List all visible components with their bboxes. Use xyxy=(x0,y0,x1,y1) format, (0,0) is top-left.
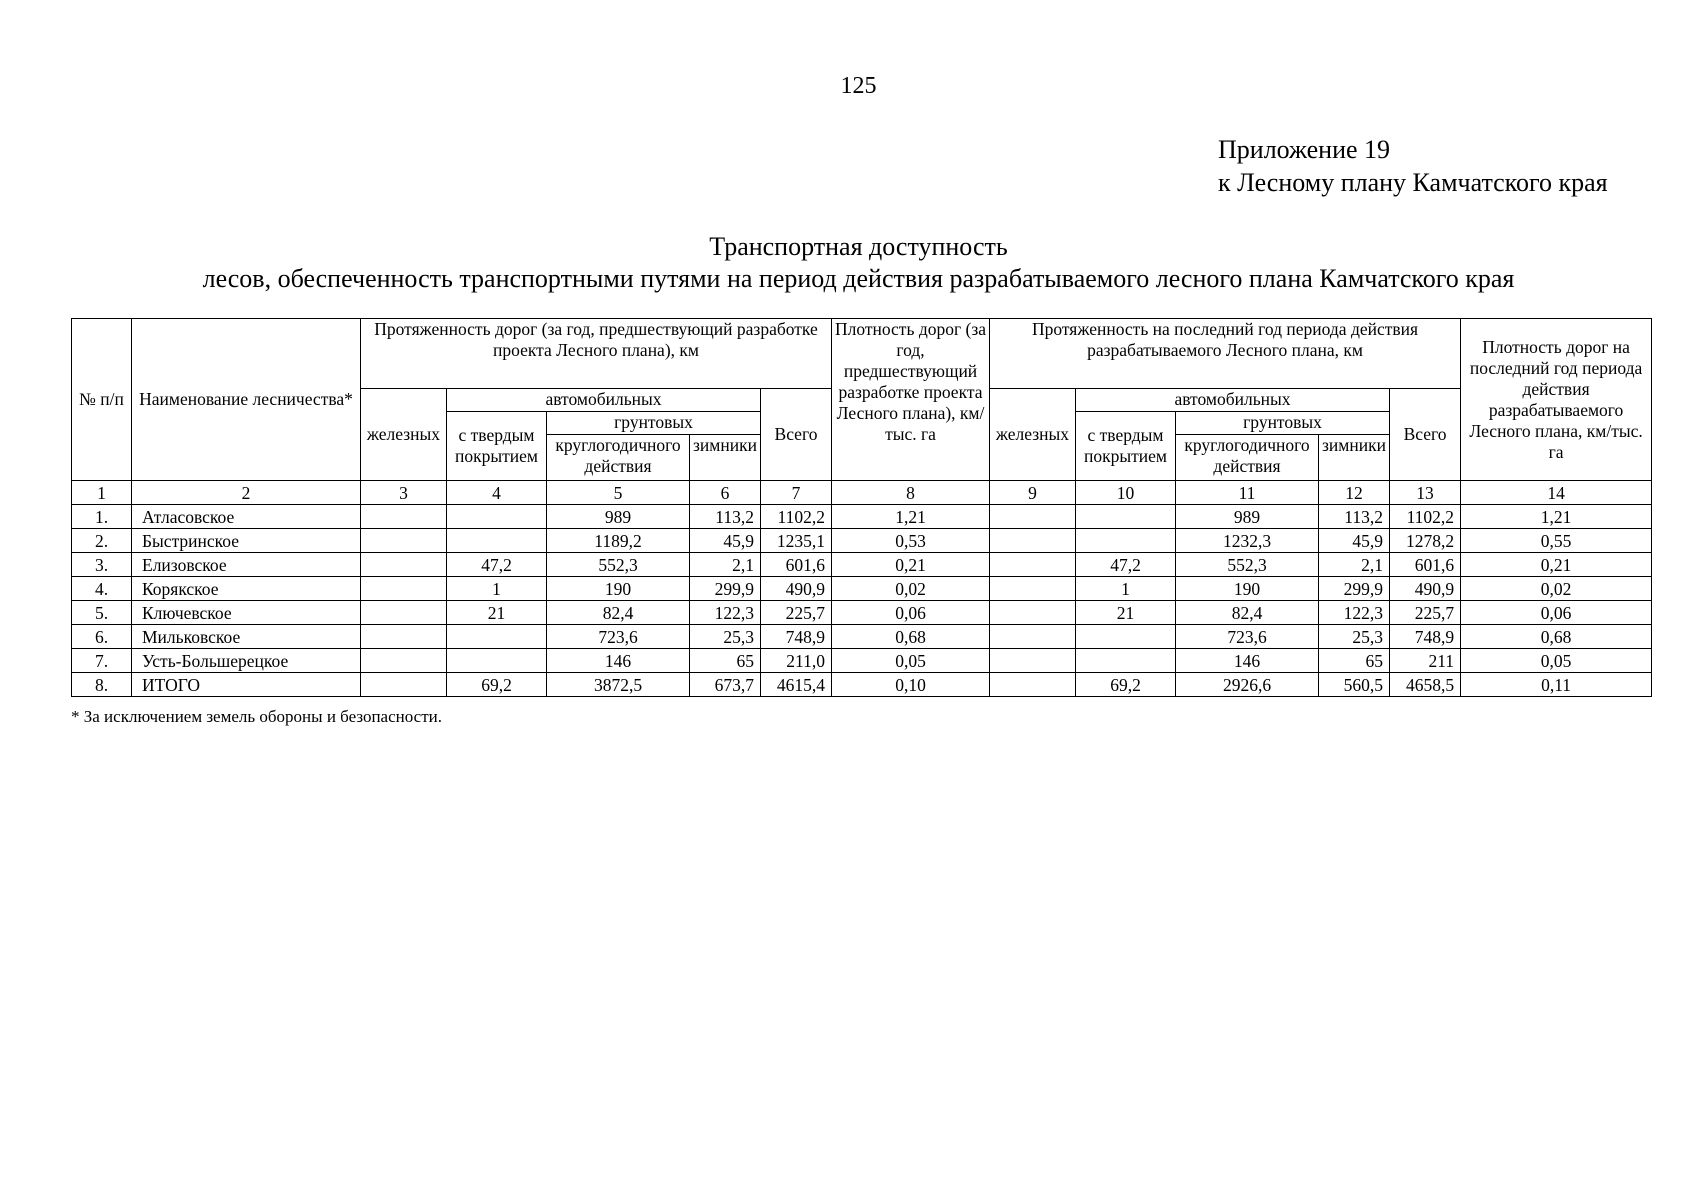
cell-allyear: 989 xyxy=(547,505,690,529)
header-density-before: Плотность дорог (за год, предшествующий разработке проекта Лесного плана), км/тыс. га xyxy=(832,319,990,481)
cell-total: 490,9 xyxy=(761,577,832,601)
cell-allyear: 552,3 xyxy=(547,553,690,577)
header-num: № п/п xyxy=(72,319,132,481)
cell-density-before: 0,06 xyxy=(832,601,990,625)
header-length-after: Протяженность на последний год периода действия разрабатываемого Лесного плана, км xyxy=(990,319,1461,389)
cell-winter-after: 45,9 xyxy=(1319,529,1390,553)
header-allyear-2: круглогодичного действия xyxy=(1176,435,1319,481)
cell-allyear: 723,6 xyxy=(547,625,690,649)
cell-row-number: 6. xyxy=(72,625,132,649)
cell-railway-after xyxy=(990,505,1076,529)
cell-total: 4615,4 xyxy=(761,673,832,697)
cell-density-before: 0,53 xyxy=(832,529,990,553)
cell-row-number: 7. xyxy=(72,649,132,673)
cell-forestry-name: Атласовское xyxy=(132,505,361,529)
cell-allyear-after: 2926,6 xyxy=(1176,673,1319,697)
appendix-line-1: Приложение 19 xyxy=(1218,135,1391,164)
cell-forestry-name: Мильковское xyxy=(132,625,361,649)
cell-railway xyxy=(361,625,447,649)
column-number: 4 xyxy=(447,481,547,505)
cell-allyear-after: 989 xyxy=(1176,505,1319,529)
header-name: Наименование лесничества* xyxy=(132,319,361,481)
cell-total-after: 225,7 xyxy=(1390,601,1461,625)
header-auto: автомобильных xyxy=(447,389,761,412)
header-density-after: Плотность дорог на последний год периода действия разрабатываемого Лесного плана, км/тыс. га xyxy=(1461,319,1652,481)
cell-row-number: 1. xyxy=(72,505,132,529)
cell-paved-after: 21 xyxy=(1076,601,1176,625)
footnote: * За исключением земель обороны и безопасности. xyxy=(71,707,442,726)
title-line-2: лесов, обеспеченность транспортными путями на период действия разрабатываемого лесного плана Камчатского края xyxy=(202,264,1515,293)
page-number: 125 xyxy=(840,73,877,99)
cell-total-after: 748,9 xyxy=(1390,625,1461,649)
table-row xyxy=(72,505,1652,529)
cell-railway xyxy=(361,649,447,673)
cell-paved: 1 xyxy=(447,577,547,601)
cell-winter: 65 xyxy=(690,649,761,673)
table-row xyxy=(72,649,1652,673)
column-number: 14 xyxy=(1461,481,1652,505)
cell-allyear-after: 190 xyxy=(1176,577,1319,601)
column-number: 12 xyxy=(1319,481,1390,505)
table-row xyxy=(72,673,1652,697)
cell-density-after: 0,68 xyxy=(1461,625,1652,649)
column-number: 7 xyxy=(761,481,832,505)
cell-forestry-name: Корякское xyxy=(132,577,361,601)
table-row xyxy=(72,529,1652,553)
cell-density-after: 0,21 xyxy=(1461,553,1652,577)
cell-railway xyxy=(361,529,447,553)
appendix-caption xyxy=(1218,133,1608,199)
cell-winter: 122,3 xyxy=(690,601,761,625)
cell-paved xyxy=(447,649,547,673)
cell-total: 225,7 xyxy=(761,601,832,625)
cell-allyear-after: 82,4 xyxy=(1176,601,1319,625)
cell-railway-after xyxy=(990,601,1076,625)
cell-railway-after xyxy=(990,577,1076,601)
cell-density-before: 1,21 xyxy=(832,505,990,529)
cell-density-before: 0,02 xyxy=(832,577,990,601)
cell-row-number: 5. xyxy=(72,601,132,625)
cell-paved-after: 47,2 xyxy=(1076,553,1176,577)
cell-total: 211,0 xyxy=(761,649,832,673)
cell-forestry-name: Быстринское xyxy=(132,529,361,553)
column-number: 2 xyxy=(132,481,361,505)
column-number: 13 xyxy=(1390,481,1461,505)
cell-winter: 673,7 xyxy=(690,673,761,697)
header-winter-2: зимники xyxy=(1319,435,1390,481)
column-number: 8 xyxy=(832,481,990,505)
cell-forestry-name: Ключевское xyxy=(132,601,361,625)
cell-density-after: 0,55 xyxy=(1461,529,1652,553)
cell-railway-after xyxy=(990,553,1076,577)
header-railway: железных xyxy=(361,389,447,481)
cell-total-after: 490,9 xyxy=(1390,577,1461,601)
header-paved: с твердым покрытием xyxy=(447,412,547,481)
cell-paved-after: 1 xyxy=(1076,577,1176,601)
cell-row-number: 3. xyxy=(72,553,132,577)
cell-winter: 2,1 xyxy=(690,553,761,577)
cell-railway-after xyxy=(990,673,1076,697)
column-number-row xyxy=(72,481,1652,505)
cell-total-after: 601,6 xyxy=(1390,553,1461,577)
column-number: 10 xyxy=(1076,481,1176,505)
cell-winter-after: 122,3 xyxy=(1319,601,1390,625)
header-dirt-2: грунтовых xyxy=(1176,412,1390,435)
cell-winter: 113,2 xyxy=(690,505,761,529)
cell-allyear: 82,4 xyxy=(547,601,690,625)
cell-allyear-after: 146 xyxy=(1176,649,1319,673)
cell-density-before: 0,05 xyxy=(832,649,990,673)
header-dirt: грунтовых xyxy=(547,412,761,435)
table-row xyxy=(72,553,1652,577)
cell-paved-after xyxy=(1076,529,1176,553)
table-row xyxy=(72,625,1652,649)
cell-row-number: 2. xyxy=(72,529,132,553)
cell-railway-after xyxy=(990,529,1076,553)
cell-forestry-name: ИТОГО xyxy=(132,673,361,697)
cell-forestry-name: Елизовское xyxy=(132,553,361,577)
cell-winter-after: 560,5 xyxy=(1319,673,1390,697)
cell-allyear-after: 723,6 xyxy=(1176,625,1319,649)
roads-table xyxy=(71,318,1652,697)
column-number: 11 xyxy=(1176,481,1319,505)
cell-allyear: 190 xyxy=(547,577,690,601)
header-railway-2: железных xyxy=(990,389,1076,481)
cell-total-after: 211 xyxy=(1390,649,1461,673)
header-allyear: круглогодичного действия xyxy=(547,435,690,481)
cell-allyear-after: 552,3 xyxy=(1176,553,1319,577)
cell-winter: 45,9 xyxy=(690,529,761,553)
cell-density-before: 0,21 xyxy=(832,553,990,577)
cell-density-after: 0,05 xyxy=(1461,649,1652,673)
header-total-2: Всего xyxy=(1390,389,1461,481)
cell-railway-after xyxy=(990,625,1076,649)
cell-winter: 299,9 xyxy=(690,577,761,601)
cell-allyear: 3872,5 xyxy=(547,673,690,697)
cell-paved-after xyxy=(1076,505,1176,529)
cell-allyear-after: 1232,3 xyxy=(1176,529,1319,553)
cell-allyear: 1189,2 xyxy=(547,529,690,553)
title-line-1: Транспортная доступность xyxy=(709,232,1008,261)
cell-forestry-name: Усть-Большерецкое xyxy=(132,649,361,673)
column-number: 3 xyxy=(361,481,447,505)
cell-density-after: 0,11 xyxy=(1461,673,1652,697)
cell-density-before: 0,68 xyxy=(832,625,990,649)
cell-railway-after xyxy=(990,649,1076,673)
cell-winter-after: 65 xyxy=(1319,649,1390,673)
header-auto-2: автомобильных xyxy=(1076,389,1390,412)
cell-winter-after: 299,9 xyxy=(1319,577,1390,601)
cell-density-after: 1,21 xyxy=(1461,505,1652,529)
column-number: 9 xyxy=(990,481,1076,505)
cell-total: 1235,1 xyxy=(761,529,832,553)
table-row xyxy=(72,601,1652,625)
cell-row-number: 4. xyxy=(72,577,132,601)
header-paved-2: с твердым покрытием xyxy=(1076,412,1176,481)
cell-railway xyxy=(361,505,447,529)
cell-allyear: 146 xyxy=(547,649,690,673)
cell-total-after: 1278,2 xyxy=(1390,529,1461,553)
cell-paved xyxy=(447,625,547,649)
table-body xyxy=(72,505,1652,697)
cell-railway xyxy=(361,673,447,697)
cell-railway xyxy=(361,553,447,577)
document-title xyxy=(0,231,1697,295)
cell-winter: 25,3 xyxy=(690,625,761,649)
cell-railway xyxy=(361,601,447,625)
cell-winter-after: 25,3 xyxy=(1319,625,1390,649)
cell-paved: 69,2 xyxy=(447,673,547,697)
column-number: 6 xyxy=(690,481,761,505)
cell-paved-after xyxy=(1076,625,1176,649)
cell-total-after: 4658,5 xyxy=(1390,673,1461,697)
cell-paved-after xyxy=(1076,649,1176,673)
cell-paved: 21 xyxy=(447,601,547,625)
cell-row-number: 8. xyxy=(72,673,132,697)
header-length-before: Протяженность дорог (за год, предшествующий разработке проекта Лесного плана), км xyxy=(361,319,832,389)
table-row xyxy=(72,577,1652,601)
cell-paved xyxy=(447,529,547,553)
cell-winter-after: 2,1 xyxy=(1319,553,1390,577)
appendix-line-2: к Лесному плану Камчатского края xyxy=(1218,168,1608,197)
cell-total: 1102,2 xyxy=(761,505,832,529)
cell-paved-after: 69,2 xyxy=(1076,673,1176,697)
header-total: Всего xyxy=(761,389,832,481)
cell-density-after: 0,06 xyxy=(1461,601,1652,625)
cell-total: 748,9 xyxy=(761,625,832,649)
header-winter: зимники xyxy=(690,435,761,481)
column-number: 1 xyxy=(72,481,132,505)
cell-total: 601,6 xyxy=(761,553,832,577)
cell-winter-after: 113,2 xyxy=(1319,505,1390,529)
cell-railway xyxy=(361,577,447,601)
cell-density-after: 0,02 xyxy=(1461,577,1652,601)
cell-paved xyxy=(447,505,547,529)
cell-density-before: 0,10 xyxy=(832,673,990,697)
cell-paved: 47,2 xyxy=(447,553,547,577)
cell-total-after: 1102,2 xyxy=(1390,505,1461,529)
column-number: 5 xyxy=(547,481,690,505)
